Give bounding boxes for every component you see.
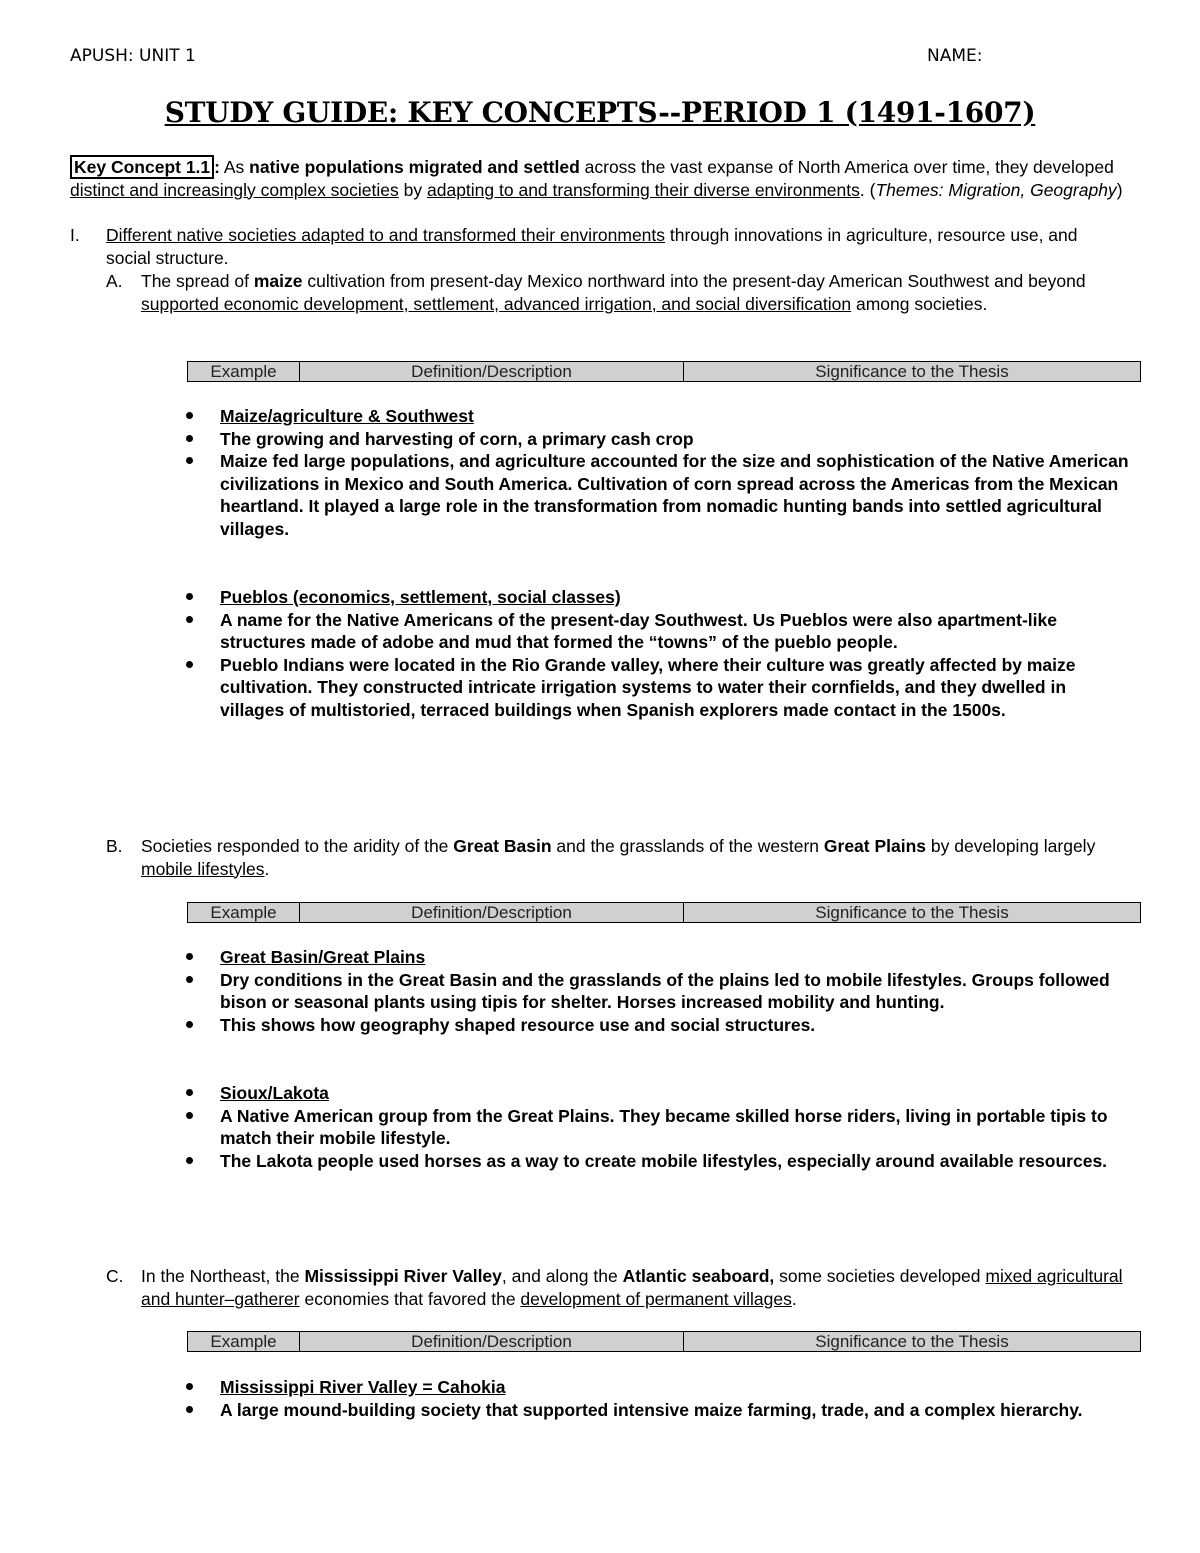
bullet-list-pueblos (184, 586, 1134, 722)
list-item: This shows how geography shaped resource use and social structures. (184, 1014, 1134, 1037)
table-header-a (187, 361, 1141, 382)
roman-i-label: I. (70, 225, 80, 245)
list-item: Dry conditions in the Great Basin and the grasslands of the plains led to mobile lifestyles. Groups followed bison or seasonal plants using tipis for shelter. Horses increased mobility and hunting. (184, 969, 1134, 1014)
bullet-heading: Mississippi River Valley = Cahokia (184, 1376, 1134, 1399)
bullet-heading: Sioux/Lakota (184, 1082, 1134, 1105)
list-item: A Native American group from the Great Plains. They became skilled horse riders, living in portable tipis to match their mobile lifestyle. (184, 1105, 1134, 1150)
list-item: The Lakota people used horses as a way to create mobile lifestyles, especially around available resources. (184, 1150, 1134, 1173)
bullet-heading: Maize/agriculture & Southwest (184, 405, 1134, 428)
col-significance: Significance to the Thesis (815, 902, 1009, 922)
name-label: NAME: (927, 46, 983, 66)
key-concept-label: Key Concept 1.1 (70, 155, 214, 179)
col-example: Example (188, 903, 300, 922)
course-label: APUSH: UNIT 1 (70, 46, 196, 66)
section-b-label: B. (106, 836, 123, 856)
roman-i-text: Different native societies adapted to and transformed their environments through innovations in agriculture, resource use, and social structure. (106, 225, 1078, 268)
bullet-list-cahokia (184, 1376, 1134, 1421)
list-item: Maize fed large populations, and agriculture accounted for the size and sophistication of the Native American civilizations in Mexico and South America. Cultivation of corn spread across the Americas from the Mexican heartland. It played a large role in the transformation from nomadic hunting bands into settled agricultural villages. (184, 450, 1134, 540)
list-item: A name for the Native Americans of the present-day Southwest. Us Pueblos were also apartment-like structures made of adobe and mud that formed the “towns” of the pueblo people. (184, 609, 1134, 654)
section-a-text: The spread of maize cultivation from present-day Mexico northward into the present-day American Southwest and beyond supported economic development, settlement, advanced irrigation, and social diversification among societies. (141, 271, 1086, 314)
col-definition: Definition/Description (300, 903, 684, 922)
page-title: STUDY GUIDE: KEY CONCEPTS--PERIOD 1 (1491-1607) (164, 96, 1036, 129)
bullet-list-sioux (184, 1082, 1134, 1172)
bullet-heading: Pueblos (economics, settlement, social classes) (184, 586, 1134, 609)
table-header-b (187, 902, 1141, 923)
col-significance: Significance to the Thesis (815, 1331, 1009, 1351)
col-significance: Significance to the Thesis (815, 361, 1009, 381)
section-b-text: Societies responded to the aridity of the Great Basin and the grasslands of the western Great Plains by developing largely mobile lifestyles. (141, 836, 1096, 879)
list-item: A large mound-building society that supported intensive maize farming, trade, and a complex hierarchy. (184, 1399, 1134, 1422)
table-header-c (187, 1331, 1141, 1352)
list-item: Pueblo Indians were located in the Rio Grande valley, where their culture was greatly affected by maize cultivation. They constructed intricate irrigation systems to water their cornfields, and they dwelled in villages of multistoried, terraced buildings when Spanish explorers made contact in the 1500s. (184, 654, 1134, 722)
col-example: Example (188, 1332, 300, 1351)
section-a-label: A. (106, 271, 123, 291)
section-c-text: In the Northeast, the Mississippi River Valley, and along the Atlantic seaboard, some societies developed mixed agricultural and hunter–gatherer economies that favored the development of permanent villages. (141, 1266, 1123, 1309)
bullet-list-maize (184, 405, 1134, 541)
themes-text: Themes: Migration, Geography (875, 179, 1117, 200)
col-definition: Definition/Description (300, 1332, 684, 1351)
bullet-list-great-basin (184, 946, 1134, 1036)
col-definition: Definition/Description (300, 362, 684, 381)
bullet-heading: Great Basin/Great Plains (184, 946, 1134, 969)
key-concept-paragraph: Key Concept 1.1 : As native populations migrated and settled across the vast expanse of North America over time, they developed distinct and increasingly complex societies by adapting to and transforming their diverse environments. (Themes: Migration, Geography) (70, 157, 1123, 200)
list-item: The growing and harvesting of corn, a primary cash crop (184, 428, 1134, 451)
section-c-label: C. (106, 1266, 124, 1286)
col-example: Example (188, 362, 300, 381)
